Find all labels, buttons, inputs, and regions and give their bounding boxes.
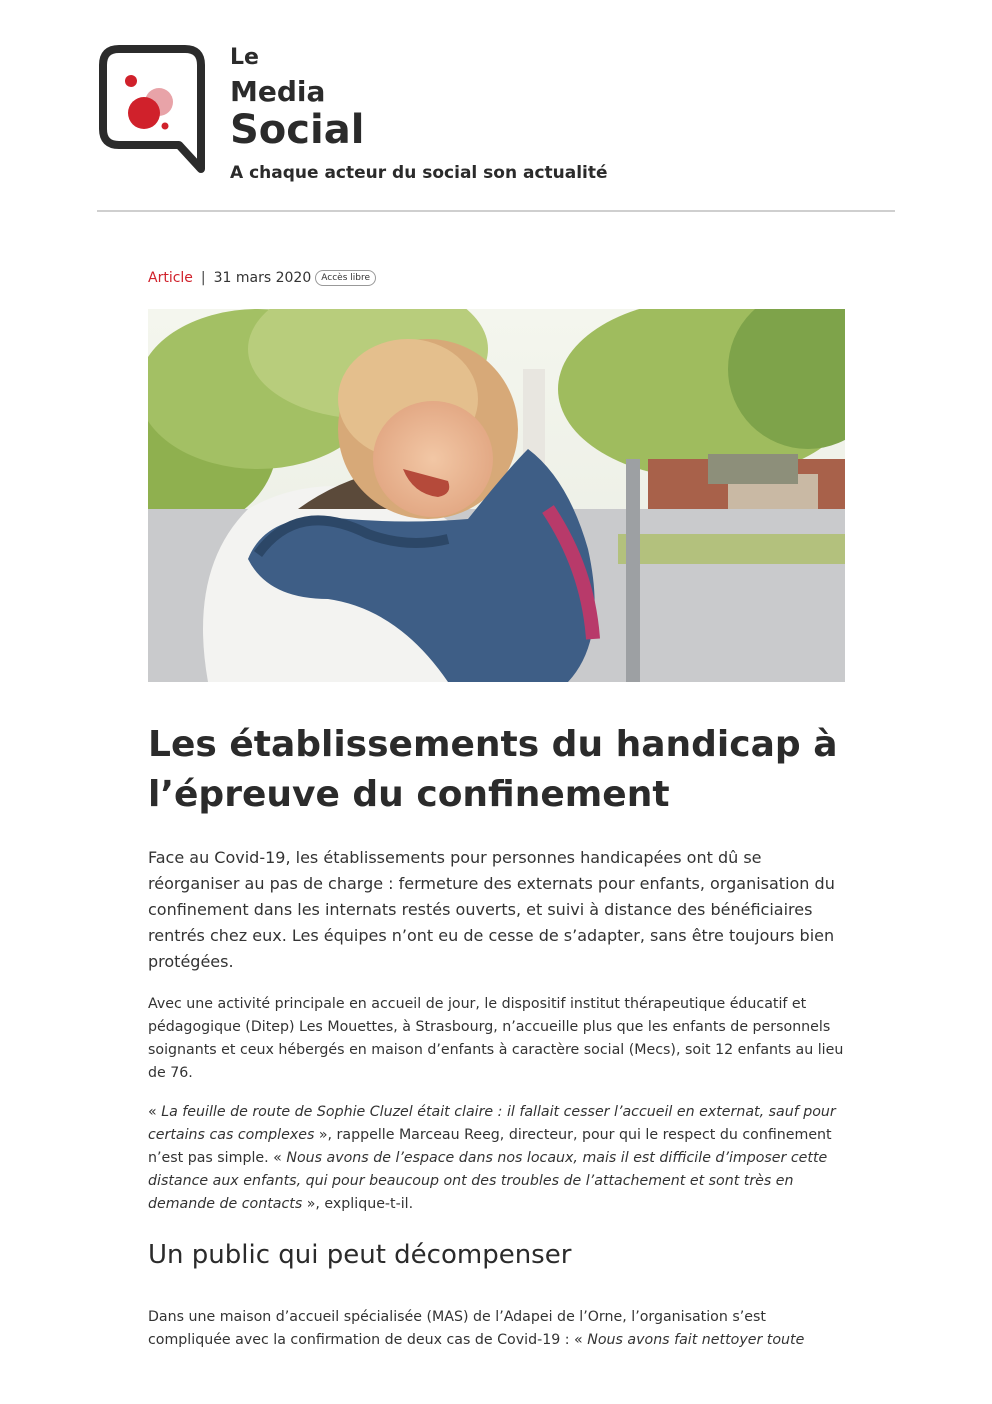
speech-bubble-logo-icon <box>97 45 207 175</box>
quote-mark: « <box>148 1104 162 1120</box>
article-paragraph <box>148 1306 848 1352</box>
quote-attribution-end: », explique-t-il. <box>302 1196 414 1212</box>
article-type[interactable]: Article <box>148 270 193 286</box>
brand-tagline: A chaque acteur du social son actualité <box>230 163 608 183</box>
brand-name-line1: Le <box>230 45 259 70</box>
quote-attribution: », rappelle Marceau Reeg, directeur, pour qui le respect du confinement n’est pas simple. « <box>148 1127 832 1166</box>
article-lead: Face au Covid-19, les établissements pour personnes handicapées ont dû se réorganiser au pas de charge : fermeture des externats pour enfants, organisation du confinement dans les internats restés ouverts, et suivi à distance des bénéficiaires rentrés chez eux. Les équipes n’ont eu de cesse de s’adapter, sans être toujours bien protégées. <box>148 848 835 971</box>
article-subheading: Un public qui peut décompenser <box>148 1240 572 1270</box>
quote-text: Nous avons fait nettoyer toute <box>587 1332 805 1348</box>
hero-image <box>148 309 845 682</box>
article-paragraph-quote <box>148 1101 848 1216</box>
brand-name-line2: Media <box>230 75 326 108</box>
access-badge: Accès libre <box>315 270 376 286</box>
quote-text: La feuille de route de Sophie Cluzel était claire : il fallait cesser l’accueil en externat, sauf pour certains cas complexes <box>148 1104 836 1143</box>
article-meta <box>148 270 376 286</box>
article-title: Les établissements du handicap à l’épreuve du confinement <box>148 724 838 815</box>
paragraph-text: Dans une maison d’accueil spécialisée (MAS) de l’Adapei de l’Orne, l’organisation s’est compliquée avec la confirmation de deux cas de Covid-19 : « <box>148 1309 766 1348</box>
article-paragraph: Avec une activité principale en accueil de jour, le dispositif institut thérapeutique éducatif et pédagogique (Ditep) Les Mouettes, à Strasbourg, n’accueille plus que les enfants de personnels soignants et ceux hébergés en maison d’enfants à caractère social (Mecs), soit 12 enfants au lieu de 76. <box>148 996 844 1081</box>
logo[interactable] <box>97 45 617 195</box>
header-divider <box>97 210 895 212</box>
article-date: 31 mars 2020 <box>213 270 312 286</box>
brand-name-line3: Social <box>230 107 365 153</box>
photo-child-hug-icon <box>148 309 845 682</box>
meta-separator: | <box>200 270 206 286</box>
quote-text: Nous avons de l’espace dans nos locaux, mais il est difficile d’imposer cette distance aux enfants, qui pour beaucoup ont des troubles de l’attachement et sont très en demande de contacts <box>148 1150 828 1212</box>
